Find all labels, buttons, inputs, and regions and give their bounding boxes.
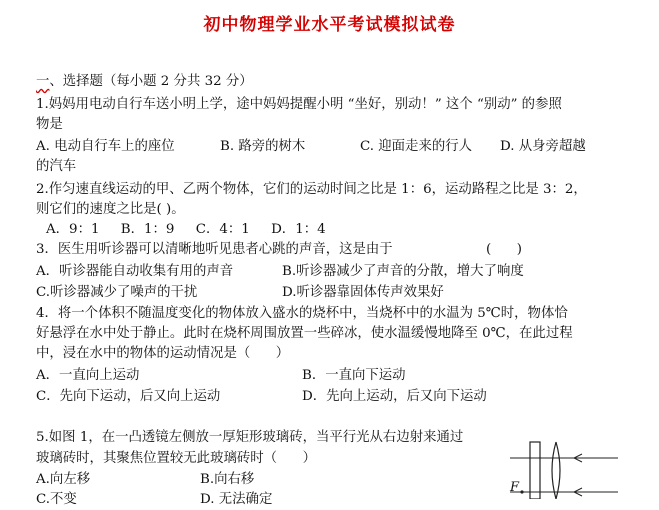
q4-stem-line2: 好悬浮在水中处于静止。此时在烧杯周围放置一些碎冰，使水温缓慢地降至 0℃，在此过程 <box>36 326 573 341</box>
q2-stem-line2: 则它们的速度之比是( )。 <box>36 202 185 217</box>
q4-stem-line3: 中，浸在水中的物体的运动情况是（ ） <box>36 346 290 361</box>
q4-stem-line1: 4．将一个体积不随温度变化的物体放入盛水的烧杯中，当烧杯中的水温为 5℃时，物体恰 <box>36 306 568 321</box>
q5-stem-line1: 5.如图 1，在一凸透镜左侧放一厚矩形玻璃砖，当平行光从右边射来通过 <box>36 430 464 445</box>
section-heading-text: 、选择题（每小题 2 分共 32 分） <box>49 74 253 89</box>
focus-label: F <box>510 480 520 495</box>
q1-stem-line1: 1.妈妈用电动自行车送小明上学，途中妈妈提醒小明 “坐好，别动！” 这个 “别动” 的参照 <box>36 97 562 112</box>
q4-option-c: C．先向下运动，后又向上运动 <box>36 389 221 404</box>
q1-option-b: B. 路旁的树木 <box>220 139 306 154</box>
q4-option-a: A．一直向上运动 <box>36 368 140 383</box>
q5-option-d: D. 无法确定 <box>200 492 273 507</box>
q1-option-a: A. 电动自行车上的座位 <box>36 139 175 154</box>
q2-stem-line1: 2.作匀速直线运动的甲、乙两个物体，它们的运动时间之比是 1：6，运动路程之比是 3：2， <box>36 182 587 197</box>
q1-option-c: C. 迎面走来的行人 <box>360 139 473 154</box>
q5-option-c: C.不变 <box>36 492 77 507</box>
q1-option-d-continued: 的汽车 <box>36 159 77 174</box>
section-heading-number: 一 <box>36 74 50 89</box>
q4-option-d: D．先向上运动，后又向下运动 <box>302 389 487 404</box>
q3-option-a: A．听诊器能自动收集有用的声音 <box>36 264 234 279</box>
glass-block-shape <box>530 442 540 499</box>
q5-option-b: B.向右移 <box>200 472 255 487</box>
q3-option-b: B.听诊器减少了声音的分散，增大了响度 <box>282 264 524 279</box>
q2-options: A．9：1 B．1：9 C．4：1 D．1：4 <box>46 222 326 237</box>
q4-option-b: B．一直向下运动 <box>302 368 406 383</box>
lens-left-edge <box>556 442 560 499</box>
q1-option-d: D. 从身旁超越 <box>500 139 586 154</box>
lens-right-edge <box>552 442 556 499</box>
figure-1-lens-diagram <box>500 440 620 499</box>
page-title: 初中物理学业水平考试模拟试卷 <box>203 15 456 35</box>
q5-stem-line2: 玻璃砖时，其聚焦位置较无此玻璃砖时（ ） <box>36 451 316 466</box>
q3-option-d: D.听诊器靠固体传声效果好 <box>282 285 444 300</box>
q1-stem-line2: 物是 <box>36 117 63 132</box>
section-heading <box>36 72 253 92</box>
focal-point-dot <box>520 490 523 493</box>
q3-answer-bracket: ( ) <box>486 242 522 257</box>
q3-stem: 3．医生用听诊器可以清晰地听见患者心跳的声音，这是由于 <box>36 242 393 257</box>
q5-option-a: A.向左移 <box>36 472 91 487</box>
q3-option-c: C.听诊器减少了噪声的干扰 <box>36 285 198 300</box>
